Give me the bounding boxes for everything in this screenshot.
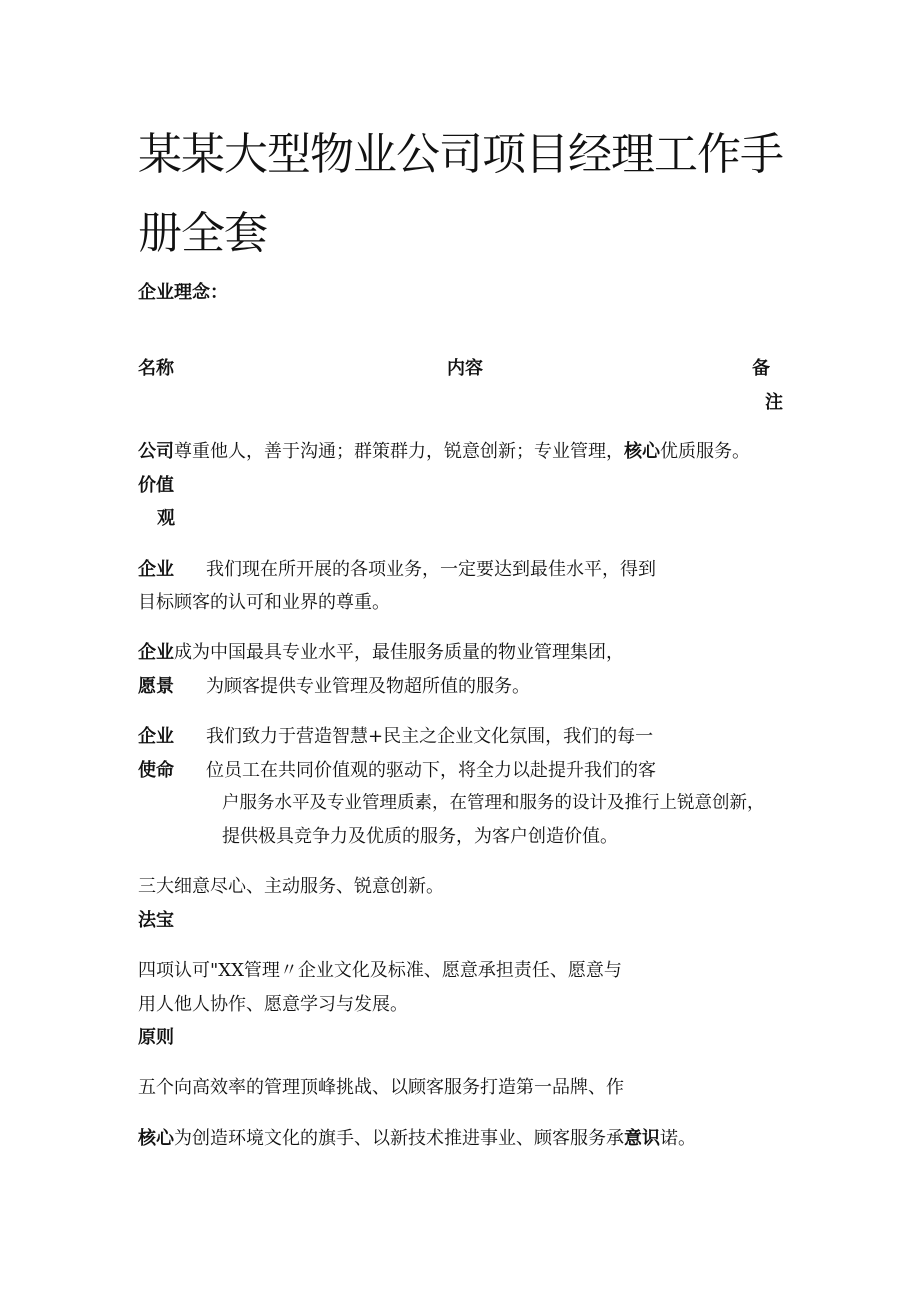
vision-line-1-wrap xyxy=(138,644,624,662)
core-line-2-wrap xyxy=(138,1130,696,1148)
vision-label-2: 愿景 xyxy=(138,676,174,697)
document-title-line-1: 某某大型物业公司项目经理工作手 xyxy=(138,129,783,180)
header-content: 内容 xyxy=(447,358,483,379)
vision-label-1: 企业 xyxy=(138,642,174,663)
header-remark-2: 注 xyxy=(765,392,783,413)
values-text-1: 尊重他人，善于沟通；群策群力，锐意创新；专业管理， xyxy=(174,441,624,462)
principles-line-1: 四项认可"XX管理〃企业文化及标准、愿意承担责任、愿意与 xyxy=(138,960,622,981)
core-line-2-bold: 意识 xyxy=(624,1128,660,1149)
goal-line-1: 我们现在所开展的各项业务，一定要达到最佳水平，得到 xyxy=(206,559,656,580)
document-title-line-2: 册全套 xyxy=(138,208,267,259)
vision-line-2: 为顾客提供专业管理及物超所值的服务。 xyxy=(206,676,530,697)
goal-line-2: 目标顾客的认可和业界的尊重。 xyxy=(138,592,390,613)
principles-line-2: 用人他人协作、愿意学习与发展。 xyxy=(138,994,408,1015)
section-heading: 企业理念： xyxy=(138,282,228,303)
values-label-3: 观 xyxy=(157,508,175,529)
mission-line-3: 户服务水平及专业管理质素，在管理和服务的设计及推行上锐意创新， xyxy=(222,793,765,813)
values-text-bold: 核心 xyxy=(624,441,660,462)
treasures-line-1: 三大细意尽心、主动服务、锐意创新。 xyxy=(138,876,444,897)
mission-line-4: 提供极具竞争力及优质的服务，为客户创造价值。 xyxy=(222,826,618,847)
goal-label-1: 企业 xyxy=(138,559,174,580)
vision-line-1: 成为中国最具专业水平，最佳服务质量的物业管理集团， xyxy=(174,642,624,663)
mission-line-2: 位员工在共同价值观的驱动下，将全力以赴提升我们的客 xyxy=(206,760,656,781)
core-line-1: 五个向高效率的管理顶峰挑战、以顾客服务打造第一品牌、作 xyxy=(138,1077,624,1098)
principles-label-3: 原则 xyxy=(138,1027,174,1048)
values-text-2: 优质服务。 xyxy=(660,441,750,462)
core-line-2b: 诺。 xyxy=(660,1128,696,1149)
values-line-1 xyxy=(138,443,750,461)
core-line-2a: 为创造环境文化的旗手、以新技术推进事业、顾客服务承 xyxy=(174,1128,624,1149)
values-label-1: 公司 xyxy=(138,441,174,462)
header-remark-1: 备 xyxy=(752,358,770,379)
values-label-2: 价值 xyxy=(138,475,174,496)
mission-line-1: 我们致力于营造智慧+民主之企业文化氛围，我们的每一 xyxy=(206,726,654,747)
treasures-label-2: 法宝 xyxy=(138,910,174,931)
mission-label-2: 使命 xyxy=(138,760,174,781)
mission-label-1: 企业 xyxy=(138,726,174,747)
header-name: 名称 xyxy=(138,358,174,379)
core-label-2: 核心 xyxy=(138,1128,174,1149)
